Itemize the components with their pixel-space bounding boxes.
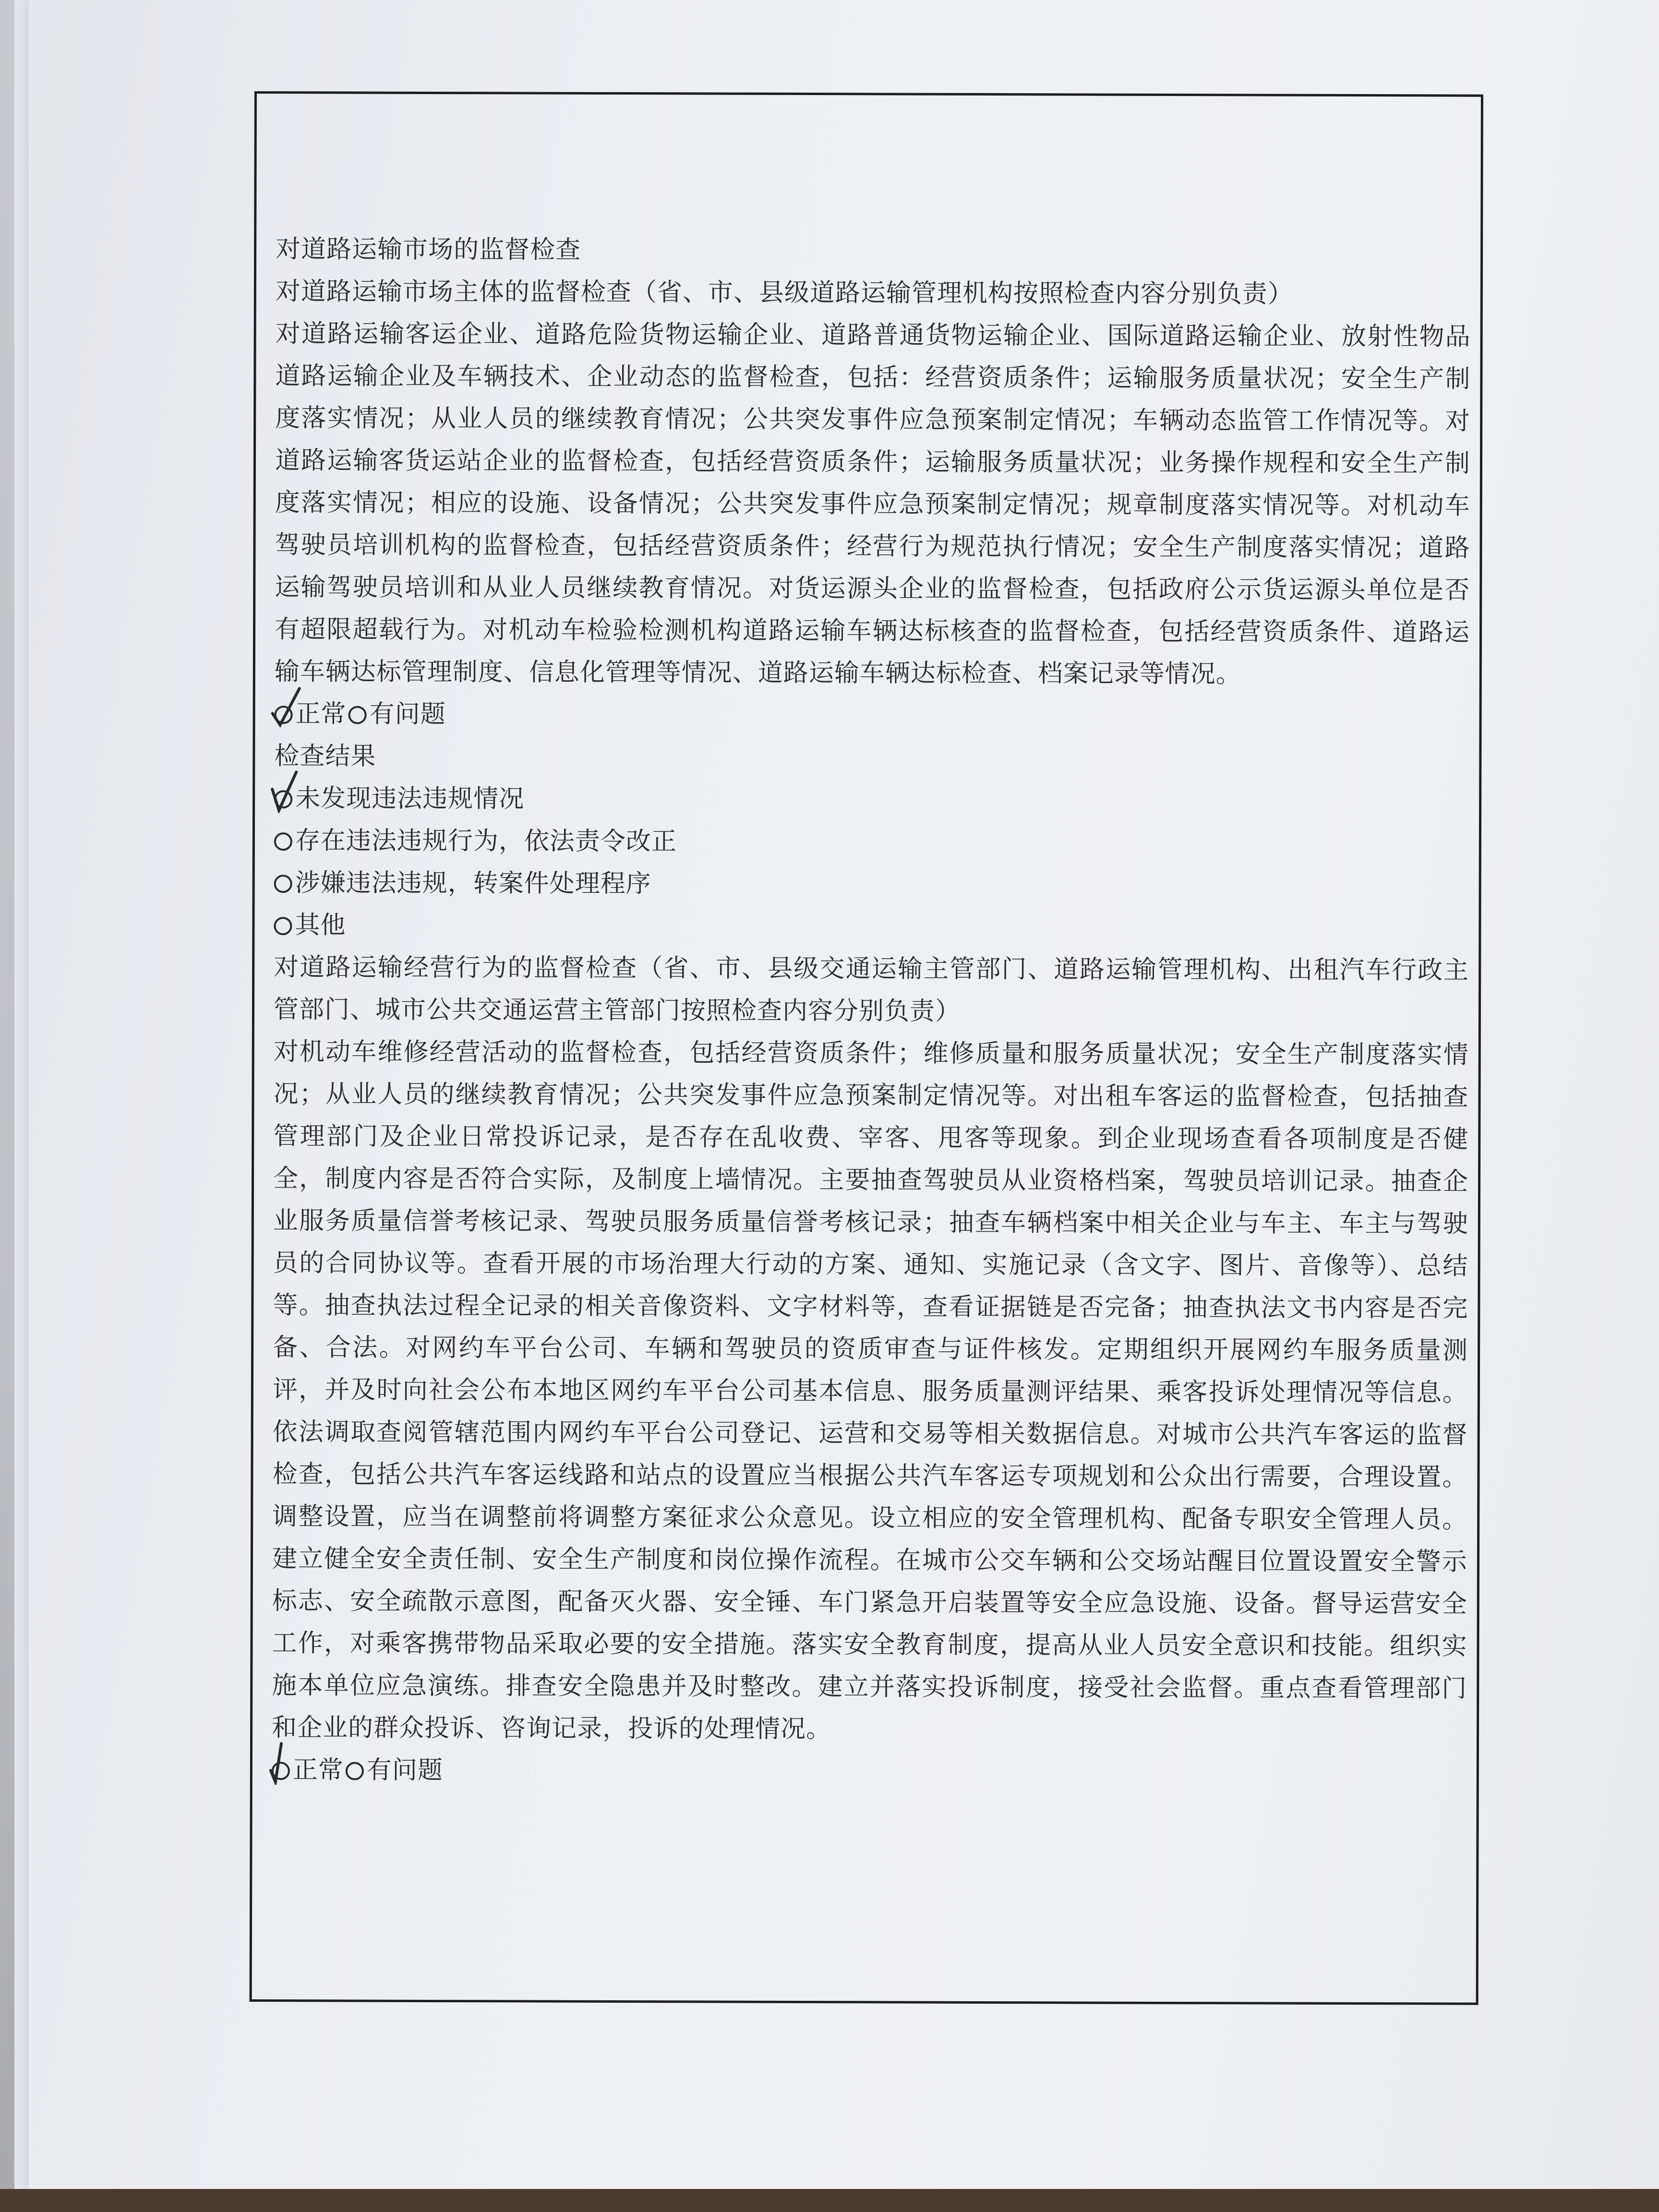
section2-status-normal[interactable] (272, 1749, 344, 1791)
section2-status-group (272, 1749, 1467, 1794)
section1-status-normal-label: 正常 (295, 699, 347, 729)
paper-sheet (29, 0, 1659, 2189)
radio-checked-icon[interactable] (275, 706, 293, 724)
section1-result-option-1[interactable] (274, 777, 1469, 823)
section2-status-problem[interactable] (346, 1749, 443, 1792)
radio-empty-icon[interactable] (274, 875, 292, 893)
radio-checked-icon[interactable] (272, 1762, 290, 1780)
section1-result-option-4[interactable] (274, 904, 1469, 950)
section1-result-option-4-label: 其他 (295, 911, 346, 940)
section2-title: 对道路运输经营行为的监督检查（省、市、县级交通运输主管部门、道路运输管理机构、出租汽车行政主管部门、城市公共交通运营主管部门按照检查内容分别负责） (273, 953, 1469, 1026)
section1-body: 对道路运输客运企业、道路危险货物运输企业、道路普通货物运输企业、国际道路运输企业、放射性物品道路运输企业及车辆技术、企业动态的监督检查，包括：经营资质条件；运输服务质量状况；安全生产制度落实情况；从业人员的继续教育情况；公共突发事件应急预案制定情况；车辆动态监管工作情况等。对道路运输客货运站企业的监督检查，包括经营资质条件；运输服务质量状况；业务操作规程和安全生产制度落实情况；相应的设施、设备情况；公共突发事件应急预案制定情况；规章制度落实情况等。对机动车驾驶员培训机构的监督检查，包括经营资质条件；经营行为规范执行情况；安全生产制度落实情况；道路运输驾驶员培训和从业人员继续教育情况。对货运源头企业的监督检查，包括政府公示货运源头单位是否有超限超载行为。对机动车检验检测机构道路运输车辆达标核查的监督检查，包括经营资质条件、道路运输车辆达标管理制度、信息化管理等情况、道路运输车辆达标检查、档案记录等情况。 (274, 319, 1471, 689)
radio-empty-icon[interactable] (349, 706, 367, 724)
section1-status-problem[interactable] (349, 693, 446, 736)
section1-result-option-3-label: 涉嫌违法违规，转案件处理程序 (295, 868, 651, 899)
section1-result-label: 检查结果 (274, 742, 376, 771)
section1-status-group (274, 693, 1469, 738)
section1-title: 对道路运输市场主体的监督检查（省、市、县级道路运输管理机构按照检查内容分别负责） (275, 277, 1293, 309)
section2-status-normal-label: 正常 (292, 1755, 344, 1785)
form-content (272, 228, 1471, 1794)
section1-status-problem-label: 有问题 (369, 699, 446, 729)
section1-result-option-3[interactable] (274, 862, 1469, 907)
document-heading: 对道路运输市场的监督检查 (276, 235, 581, 264)
section1-result-option-1-label: 未发现违法违规情况 (295, 784, 525, 814)
section2-status-problem-label: 有问题 (366, 1755, 443, 1785)
radio-empty-icon[interactable] (274, 832, 292, 851)
section1-status-normal[interactable] (274, 693, 346, 735)
floor-strip (0, 2189, 1659, 2212)
form-frame (250, 91, 1483, 2005)
section1-result-option-2[interactable] (274, 819, 1469, 865)
radio-empty-icon[interactable] (346, 1762, 364, 1780)
section2-body: 对机动车维修经营活动的监督检查，包括经营资质条件；维修质量和服务质量状况；安全生产制度落实情况；从业人员的继续教育情况；公共突发事件应急预案制定情况等。对出租车客运的监督检查，包括抽查管理部门及企业日常投诉记录，是否存在乱收费、宰客、甩客等现象。到企业现场查看各项制度是否健全，制度内容是否符合实际，及制度上墙情况。主要抽查驾驶员从业资格档案，驾驶员培训记录。抽查企业服务质量信誉考核记录、驾驶员服务质量信誉考核记录；抽查车辆档案中相关企业与车主、车主与驾驶员的合同协议等。查看开展的市场治理大行动的方案、通知、实施记录（含文字、图片、音像等）、总结等。抽查执法过程全记录的相关音像资料、文字材料等，查看证据链是否完备；抽查执法文书内容是否完备、合法。对网约车平台公司、车辆和驾驶员的资质审查与证件核发。定期组织开展网约车服务质量测评，并及时向社会公布本地区网约车平台公司基本信息、服务质量测评结果、乘客投诉处理情况等信息。依法调取查阅管辖范围内网约车平台公司登记、运营和交易等相关数据信息。对城市公共汽车客运的监督检查，包括公共汽车客运线路和站点的设置应当根据公共汽车客运专项规划和公众出行需要，合理设置。调整设置，应当在调整前将调整方案征求公众意见。设立相应的安全管理机构、配备专职安全管理人员。建立健全安全责任制、安全生产制度和岗位操作流程。在城市公交车辆和公交场站醒目位置设置安全警示标志、安全疏散示意图，配备灭火器、安全锤、车门紧急开启装置等安全应急设施、设备。督导运营安全工作，对乘客携带物品采取必要的安全措施。落实安全教育制度，提高从业人员安全意识和技能。组织实施本单位应急演练。排查安全隐患并及时整改。建立并落实投诉制度，接受社会监督。重点查看管理部门和企业的群众投诉、咨询记录，投诉的处理情况。 (271, 1037, 1469, 1744)
radio-empty-icon[interactable] (274, 917, 292, 935)
section1-result-option-2-label: 存在违法违规行为，依法责令改正 (295, 826, 677, 856)
radio-checked-icon[interactable] (274, 790, 292, 808)
